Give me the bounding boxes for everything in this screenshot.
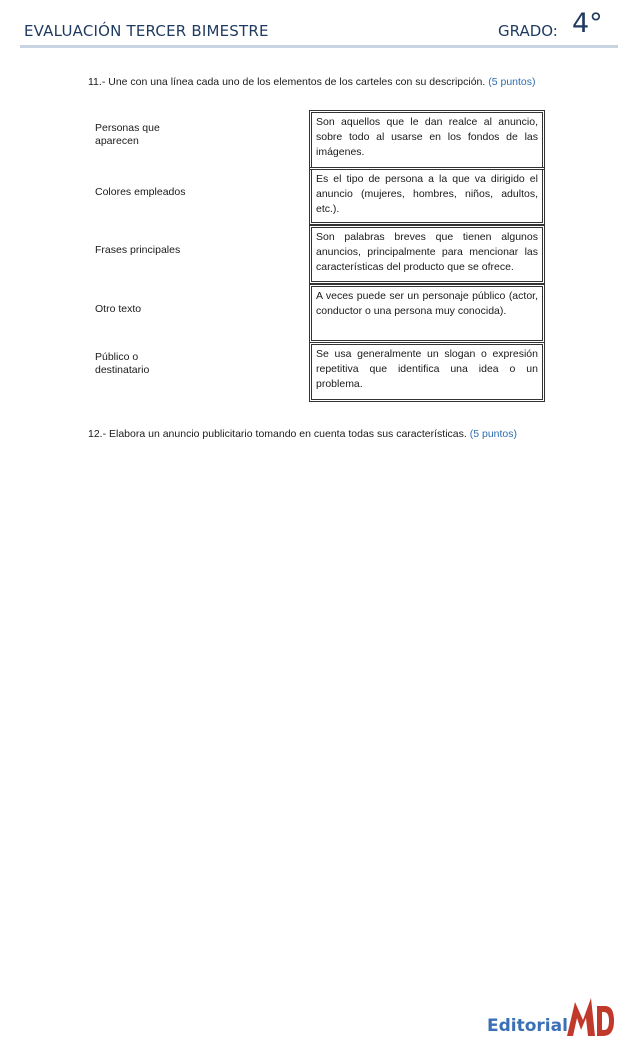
description-box-1[interactable]: Son aquellos que le dan realce al anuncio, sobre todo al usarse en los fondos de las imágenes.	[309, 110, 545, 170]
grade-value: 4°	[572, 8, 603, 39]
question-11-text: 11.- Une con una línea cada uno de los elementos de los carteles con su descripción.	[88, 76, 486, 88]
grade-label: GRADO:	[498, 22, 558, 40]
description-box-2[interactable]: Es el tipo de persona a la que va dirigido el anuncio (mujeres, hombres, niños, adultos, etc.).	[309, 167, 545, 225]
left-item-otro-texto[interactable]: Otro texto	[95, 303, 142, 315]
page-header	[0, 0, 638, 48]
question-11-prompt	[88, 74, 548, 90]
publisher-logo	[487, 990, 617, 1040]
left-item-publico[interactable]: Público o destinatario	[95, 351, 150, 376]
description-box-3[interactable]: Son palabras breves que tienen algunos anuncios, principalmente para mencionar las características del producto que se ofrece.	[309, 225, 545, 284]
logo-md-mark-icon	[565, 992, 615, 1038]
description-box-5[interactable]: Se usa generalmente un slogan o expresión repetitiva que identifica una idea o un problema.	[309, 342, 545, 402]
left-item-personas[interactable]: Personas que aparecen	[95, 122, 160, 147]
left-item-frases[interactable]: Frases principales	[95, 244, 181, 256]
header-divider	[20, 45, 618, 48]
question-11-points: (5 puntos)	[488, 76, 536, 88]
logo-word: Editorial	[487, 1016, 568, 1036]
question-12-text: 12.- Elabora un anuncio publicitario tomando en cuenta todas sus características.	[88, 428, 467, 440]
left-item-colores[interactable]: Colores empleados	[95, 186, 186, 198]
description-box-4[interactable]: A veces puede ser un personaje público (actor, conductor o una persona muy conocida).	[309, 284, 545, 343]
question-12-points: (5 puntos)	[469, 428, 518, 440]
page-title: EVALUACIÓN TERCER BIMESTRE	[24, 22, 269, 40]
question-12-prompt	[88, 427, 558, 441]
